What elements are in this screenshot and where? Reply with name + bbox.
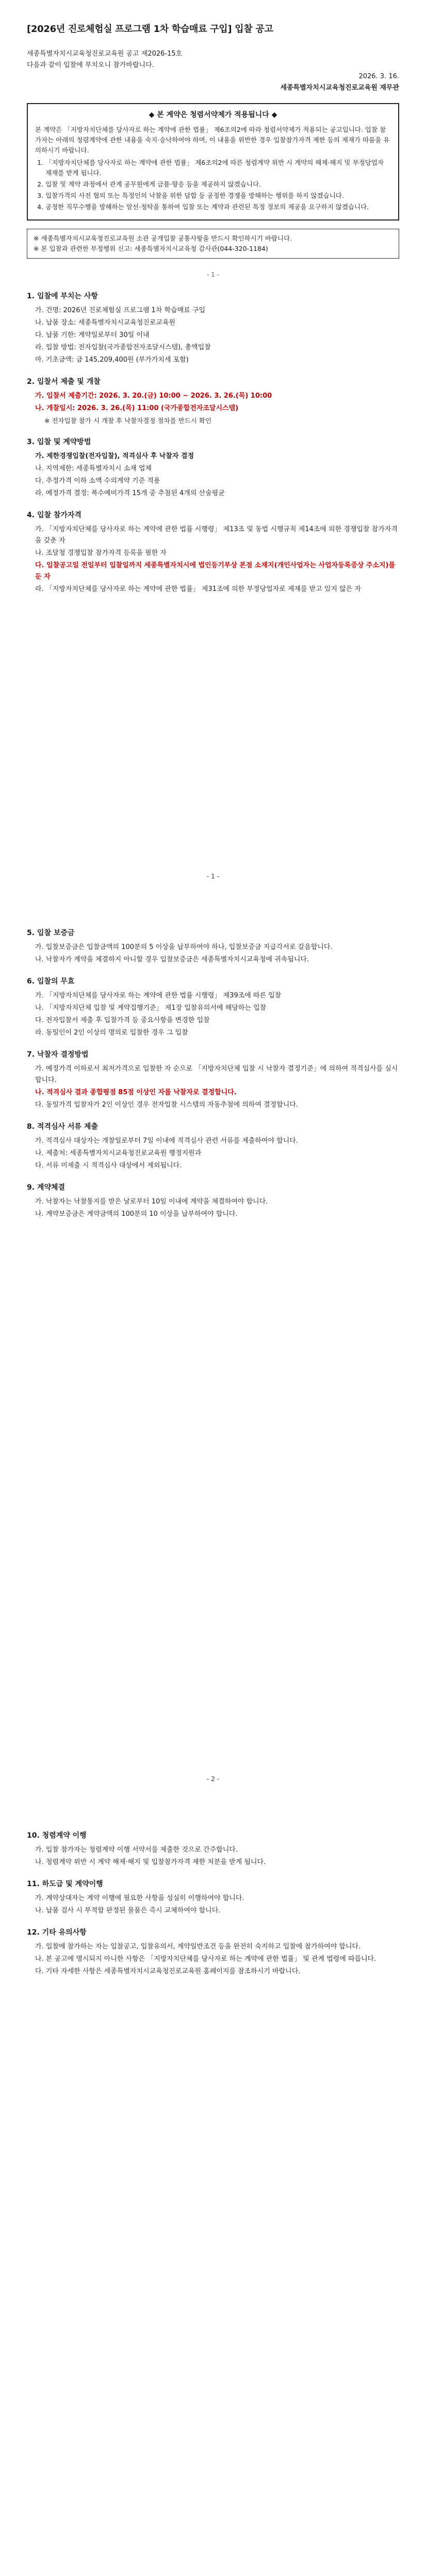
section-item: 마. 기초금액: 금 145,209,400원 (부가가치세 포함) (35, 356, 189, 364)
section-heading: 8. 적격심사 서류 제출 (27, 1123, 98, 1131)
reference-line: ※ 본 입찰과 관련한 부정행위 신고: 세종특별자치시교육청 감사관(044-320-1184) (34, 245, 268, 252)
section-item: 가. 낙찰자는 낙찰통지를 받은 날로부터 10일 이내에 계약을 체결하여야 합니다. (35, 1198, 268, 1206)
section-item: 다. 추정가격 이하 소액 수의계약 기준 적용 (35, 477, 160, 485)
section-item: 가. 입찰서 제출기간: 2026. 3. 20.(금) 10:00 ~ 2026. 3. 26.(목) 10:00 (35, 392, 272, 400)
section-heading: 2. 입찰서 제출 및 개찰 (27, 378, 101, 386)
section-heading: 1. 입찰에 부치는 사항 (27, 292, 98, 300)
section-item: 다. 입찰공고일 전일부터 입찰일까지 세종특별자치시에 법인등기부상 본점 소재지(개인사업자는 사업자등록증상 주소지)를 둔 자 (35, 562, 396, 581)
page-3 (0, 1805, 426, 2576)
section-item: 가. 적격심사 대상자는 개찰일로부터 7일 이내에 적격심사 관련 서류를 제출하여야 합니다. (35, 1137, 298, 1145)
doc-date: 2026. 3. 16. (358, 73, 399, 80)
page-number: - 1 - (207, 873, 219, 880)
section-item: 나. 제출처: 세종특별자치시교육청진로교육원 행정지원과 (35, 1149, 202, 1157)
reference-box (27, 229, 399, 259)
section-item: 다. 기타 자세한 사항은 세종특별자치시교육청진로교육원 홈페이지를 참조하시기 바랍니다. (35, 1968, 301, 1975)
notice-item: 1. 「지방자치단체를 당사자로 하는 계약에 관한 법률」 제6조의2에 따른 청렴계약 위반 시 계약의 해제·해지 및 부정당업자 제재를 받게 됩니다. (45, 158, 391, 178)
section-item: 나. 낙찰자가 계약을 체결하지 아니할 경우 입찰보증금은 세종특별자치시교육청에 귀속됩니다. (35, 956, 309, 963)
section-heading: 11. 하도급 및 계약이행 (27, 1880, 103, 1888)
section-heading: 6. 입찰의 무효 (27, 977, 75, 986)
section-heading: 12. 기타 유의사항 (27, 1928, 87, 1937)
notice-list (35, 158, 391, 212)
notice-item: 2. 입찰 및 계약 과정에서 관계 공무원에게 금품·향응 등을 제공하지 않겠습니다. (45, 179, 391, 190)
section-item: 다. 동일가격 입찰자가 2인 이상인 경우 전자입찰 시스템의 자동추첨에 의하여 결정합니다. (35, 1101, 298, 1109)
doc-issuer: 세종특별자치시교육청진로교육원 재무관 (280, 84, 399, 92)
page-1 (0, 0, 426, 903)
section-item: 가. 계약상대자는 계약 이행에 필요한 사항을 성실히 이행하여야 합니다. (35, 1894, 244, 1902)
section-item: 가. 입찰보증금은 입찰금액의 100분의 5 이상을 납부하여야 하나, 입찰보증금 지급각서로 갈음합니다. (35, 943, 333, 951)
section-item: 나. 납품 장소: 세종특별자치시교육청진로교육원 (35, 319, 176, 327)
section-item: 나. 지역제한: 세종특별자치시 소재 업체 (35, 465, 152, 472)
section-item: 라. 예정가격 결정: 복수예비가격 15개 중 추첨된 4개의 산술평균 (35, 489, 225, 497)
section-divider: - 1 - (207, 271, 219, 278)
section-item: 다. 전자입찰서 제출 후 입찰가격 등 중요사항을 변경한 입찰 (35, 1016, 210, 1024)
intro-line: 세종특별자치시교육청진로교육원 공고 제2026-15호 (27, 50, 183, 58)
section-item: 나. 청렴계약 위반 시 계약 해제·해지 및 입찰참가자격 제한 처분을 받게 됩니다. (35, 1858, 266, 1866)
section-heading: 10. 청렴계약 이행 (27, 1832, 87, 1840)
section-item: 라. 동일인이 2인 이상의 명의로 입찰한 경우 그 입찰 (35, 1029, 188, 1037)
page-2 (0, 903, 426, 1805)
section-item: 가. 입찰 참가자는 청렴계약 이행 서약서를 제출한 것으로 간주합니다. (35, 1846, 238, 1854)
section-note: ※ 전자입찰 참가 시 개찰 후 낙찰자결정 절차를 반드시 확인 (44, 417, 211, 425)
section-heading: 3. 입찰 및 계약방법 (27, 438, 91, 446)
doc-title: [2026년 진로체험실 프로그램 1차 학습매료 구입] 입찰 공고 (27, 24, 273, 35)
integrity-notice-box (27, 103, 399, 221)
section-item: 가. 건명: 2026년 진로체험실 프로그램 1차 학습매료 구입 (35, 307, 205, 314)
section-item: 가. 「지방자치단체를 당사자로 하는 계약에 관한 법률 시행령」 제39조에 따른 입찰 (35, 992, 282, 999)
section-heading: 5. 입찰 보증금 (27, 929, 75, 937)
notice-title: ◆ 본 계약은 청렴서약제가 적용됩니다 ◆ (149, 111, 277, 119)
section-item: 나. 개찰일시: 2026. 3. 26.(목) 11:00 (국가종합전자조달시스템) (35, 404, 239, 412)
notice-item: 4. 공정한 직무수행을 방해하는 알선·청탁을 통하여 입찰 또는 계약과 관련된 특정 정보의 제공을 요구하지 않겠습니다. (45, 202, 391, 212)
section-item: 나. 적격심사 결과 종합평점 85점 이상인 자를 낙찰자로 결정합니다. (35, 1089, 237, 1096)
section-item: 나. 조달청 경쟁입찰 참가자격 등록을 필한 자 (35, 549, 167, 557)
section-item: 나. 「지방자치단체 입찰 및 계약집행기준」 제1장 입찰유의서에 해당하는 입찰 (35, 1004, 267, 1012)
section-item: 가. 제한경쟁입찰(전자입찰), 적격심사 후 낙찰자 결정 (35, 452, 194, 460)
notice-item: 3. 입찰가격의 사전 협의 또는 특정인의 낙찰을 위한 담합 등 공정한 경쟁을 방해하는 행위를 하지 않겠습니다. (45, 191, 391, 201)
section-item: 라. 입찰 방법: 전자입찰(국가종합전자조달시스템), 총액입찰 (35, 344, 211, 351)
section-item: 나. 계약보증금은 계약금액의 100분의 10 이상을 납부하여야 합니다. (35, 1210, 238, 1218)
section-item: 라. 「지방자치단체를 당사자로 하는 계약에 관한 법률」 제31조에 의한 부정당업자로 제재를 받고 있지 않은 자 (35, 585, 361, 593)
section-item: 다. 서류 미제출 시 적격심사 대상에서 제외됩니다. (35, 1162, 182, 1170)
intro-line: 다음과 같이 입찰에 부치오니 참가바랍니다. (27, 61, 154, 69)
notice-intro: 본 계약은 「지방자치단체를 당사자로 하는 계약에 관한 법률」 제6조의2에 따라 청렴서약제가 적용되는 공고입니다. 입찰 참가자는 아래의 청렴계약에 관한 내용을 숙지·승낙하여야 하며, 이 내용을 위반한 경우 입찰참가자격 제한 등의 제재가 따름을 유의하시기 바랍니다. (35, 126, 390, 154)
section-heading: 7. 낙찰자 결정방법 (27, 1050, 89, 1059)
section-item: 가. 입찰에 참가하는 자는 입찰공고, 입찰유의서, 계약일반조건 등을 완전히 숙지하고 입찰에 참가하여야 합니다. (35, 1943, 361, 1951)
reference-line: ※ 세종특별자치시교육청진로교육원 소관 공개입찰 공통사항을 반드시 확인하시기 바랍니다. (34, 234, 292, 242)
page-number: - 2 - (207, 1775, 219, 1783)
section-heading: 4. 입찰 참가자격 (27, 511, 81, 519)
section-item: 가. 예정가격 이하로서 최저가격으로 입찰한 자 순으로 「지방자치단체 입찰 시 낙찰자 결정기준」에 의하여 적격심사를 실시합니다. (35, 1065, 398, 1084)
section-item: 나. 납품 검사 시 부적합 판정된 물품은 즉시 교체하여야 합니다. (35, 1907, 221, 1914)
section-item: 다. 납품 기한: 계약일로부터 30일 이내 (35, 331, 150, 339)
section-item: 가. 「지방자치단체를 당사자로 하는 계약에 관한 법률 시행령」 제13조 및 동법 시행규칙 제14조에 의한 경쟁입찰 참가자격을 갖춘 자 (35, 526, 398, 545)
intro-block (27, 48, 399, 71)
section-item: 나. 본 공고에 명시되지 아니한 사항은 「지방자치단체를 당사자로 하는 계약에 관한 법률」 및 관계 법령에 따릅니다. (35, 1955, 376, 1963)
section-heading: 9. 계약체결 (27, 1183, 65, 1192)
